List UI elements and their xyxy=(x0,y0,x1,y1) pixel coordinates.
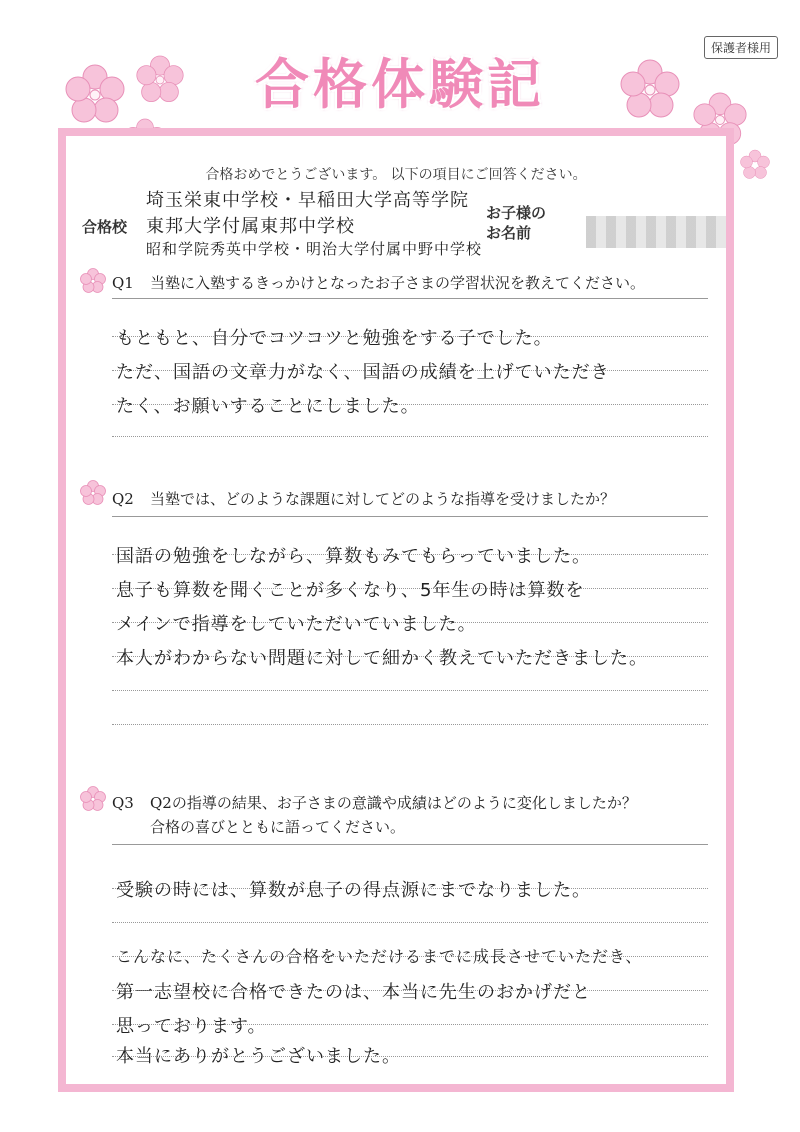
intro-text: 合格おめでとうございます。 以下の項目にご回答ください。 xyxy=(205,167,587,183)
q3-answer-line-4: 第一志望校に合格できたのは、本当に先生のおかげだと xyxy=(116,982,591,1003)
child-name-label-1: お子様の xyxy=(486,204,547,222)
page-title: 合格体験記 xyxy=(255,53,545,116)
rule xyxy=(112,922,708,923)
q3-rule xyxy=(112,844,708,845)
rule xyxy=(112,690,708,691)
child-name-label-2: お名前 xyxy=(486,224,532,242)
parent-tag: 保護者様用 xyxy=(704,36,778,59)
school-line-2: 東邦大学付属東邦中学校 xyxy=(146,216,355,237)
q3-answer-line-1: 受験の時には、算数が息子の得点源にまでなりました。 xyxy=(116,880,591,901)
q3-answer-line-3: こんなに、たくさんの合格をいただけるまでに成長させていただき、 xyxy=(116,947,643,966)
redacted-name xyxy=(586,216,726,248)
rule xyxy=(112,436,708,437)
q1-heading: Q1 当塾に入塾するきっかけとなったお子さまの学習状況を教えてください。 xyxy=(112,274,646,292)
q2-answer-line-4: 本人がわからない問題に対して細かく教えていただきました。 xyxy=(116,648,648,669)
q2-answer-line-3: メインで指導をしていただいていました。 xyxy=(116,614,477,635)
q3-heading: Q3 Q2の指導の結果、お子さまの意識や成績はどのように変化しましたか？ xyxy=(112,794,637,812)
q2-answer-line-1: 国語の勉強をしながら、算数もみてもらっていました。 xyxy=(116,546,591,567)
q3-answer-line-5: 思っております。 xyxy=(116,1016,267,1037)
school-label: 合格校 xyxy=(82,218,128,236)
q1-answer-line-1: もともと、自分でコツコツと勉強をする子でした。 xyxy=(116,328,553,349)
form-frame xyxy=(58,128,734,1092)
q2-rule xyxy=(112,516,708,517)
q3-heading-2: 合格の喜びとともに語ってください。 xyxy=(150,818,406,836)
q2-answer-line-2: 息子も算数を聞くことが多くなり、5年生の時は算数を xyxy=(116,580,585,601)
q1-answer-line-3: たく、お願いすることにしました。 xyxy=(116,396,420,417)
q1-answer-line-2: ただ、国語の文章力がなく、国語の成績を上げていただき xyxy=(116,362,610,383)
school-line-1: 埼玉栄東中学校・早稲田大学高等学院 xyxy=(146,190,469,211)
q2-heading: Q2 当塾では、どのような課題に対してどのような指導を受けましたか？ xyxy=(112,490,616,508)
rule xyxy=(112,724,708,725)
school-line-3: 昭和学院秀英中学校・明治大学付属中野中学校 xyxy=(146,240,483,258)
q1-rule xyxy=(112,298,708,299)
q3-answer-line-6: 本当にありがとうございました。 xyxy=(116,1046,401,1067)
